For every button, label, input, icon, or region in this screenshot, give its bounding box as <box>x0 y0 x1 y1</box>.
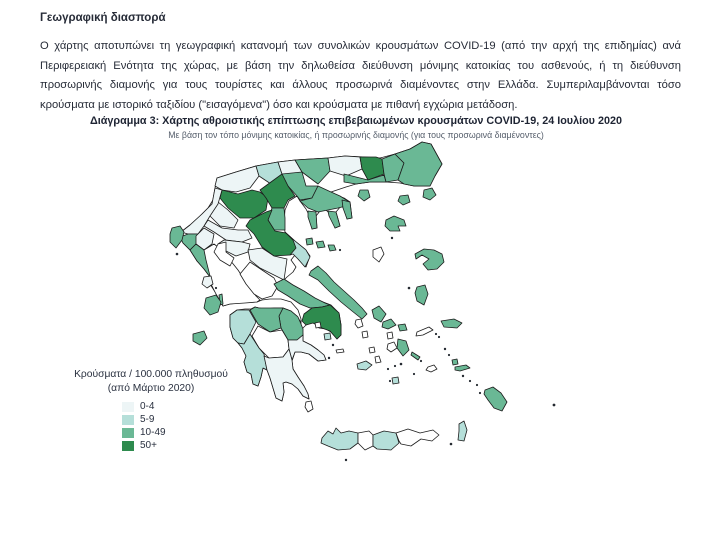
legend-row <box>122 439 240 452</box>
crete-regions <box>321 428 439 450</box>
legend-row <box>122 400 240 413</box>
legend <box>62 368 240 452</box>
legend-label: 0-4 <box>140 401 155 412</box>
legend-label: 5-9 <box>140 414 155 425</box>
figure-subtitle: Με βάση τον τόπο μόνιμης κατοικίας, ή προσωρινής διαμονής (για τους προσωρινά διαμένοντες) <box>168 130 544 140</box>
legend-row <box>122 413 240 426</box>
legend-swatch-50plus <box>122 441 134 451</box>
legend-swatch-10-49 <box>122 428 134 438</box>
legend-rows <box>122 400 240 452</box>
legend-title-line2: (από Μάρτιο 2020) <box>107 382 195 394</box>
page-heading: Γεωγραφική διασπορά <box>40 12 166 24</box>
legend-title-line1: Κρούσματα / 100.000 πληθυσμού <box>74 369 228 380</box>
figure-title: Διάγραμμα 3: Χάρτης αθροιστικής επίπτωσης επιβεβαιωμένων κρουσμάτων COVID-19, 24 Ιουλίου 2020 <box>90 115 622 127</box>
legend-swatch-5-9 <box>122 415 134 425</box>
legend-swatch-0-4 <box>122 402 134 412</box>
intro-paragraph: Ο χάρτης αποτυπώνει τη γεωγραφική κατανομή των συνολικών κρουσμάτων COVID-19 (από την αρχή της επιδημίας) ανά Περιφερειακή Ενότητα της χώρας, με βάση την δηλωθείσα διεύθυνση μόνιμης κατοικίας του ασθενούς, ή τη διεύθυνση προσωρινής διαμονής για τους τουρίστες και άλλους προσωρινά διαμένοντες στην Ελλάδα. Συμπεριλαμβάνονται τόσο κρούσματα με ιστορικό ταξιδίου ("εισαγόμενα") όσο και κρούσματα με πιθανή εγχώρια μετάδοση. <box>40 40 681 111</box>
legend-row <box>122 426 240 439</box>
legend-label: 50+ <box>140 440 157 451</box>
legend-title <box>62 368 240 395</box>
legend-label: 10-49 <box>140 427 166 438</box>
